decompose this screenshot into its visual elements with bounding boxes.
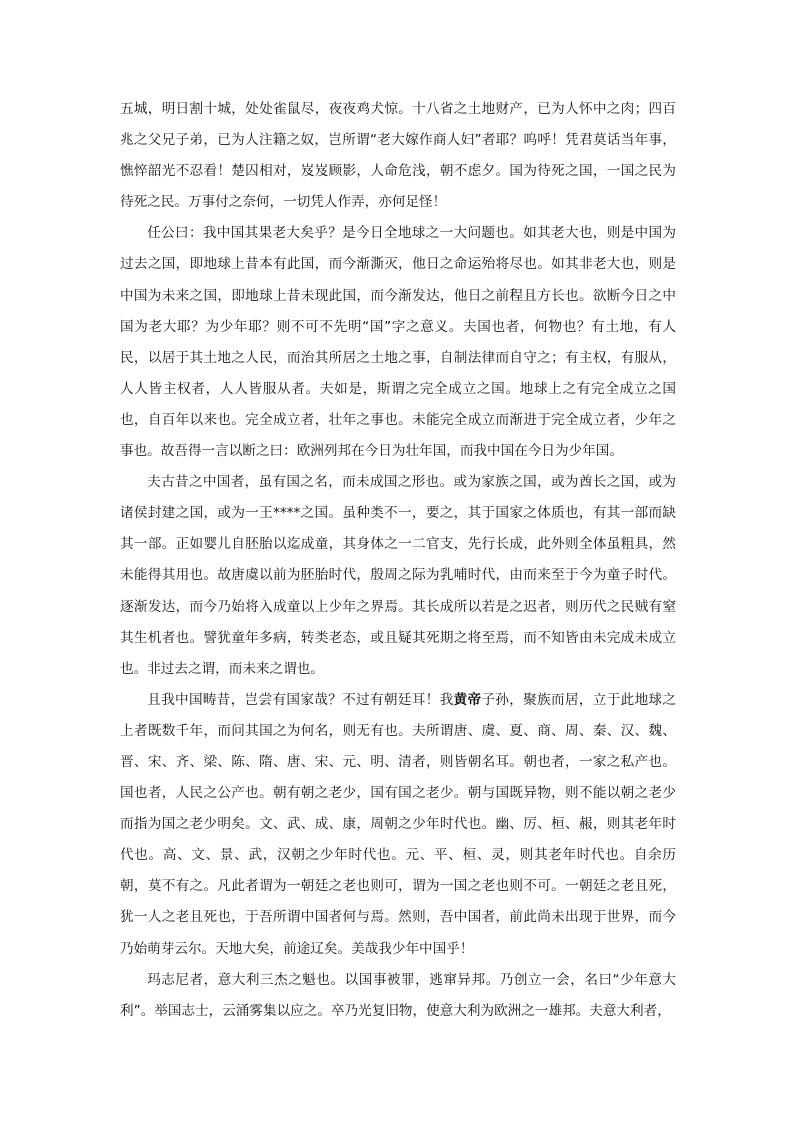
paragraph-2 — [120, 218, 676, 467]
paragraph-1-text: 五城，明日割十城，处处雀鼠尽，夜夜鸡犬惊。十八省之土地财产，已为人怀中之肉；四百兆之父兄子弟，已为人注籍之奴，岂所谓“老大嫁作商人妇”者耶？呜呼！凭君莫话当年事，憔悴韶光不忍看！楚囚相对，岌岌顾影，人命危浅，朝不虑夕。国为待死之国，一国之民为待死之民。万事付之奈何，一切凭人作弄，亦何足怪！ — [120, 101, 676, 211]
paragraph-4-text-a: 且我中国畴昔，岂尝有国家哉？不过有朝廷耳！我 — [147, 691, 454, 708]
paragraph-4-bold-huangdi: 黄帝 — [453, 691, 482, 708]
paragraph-2-text: 任公曰：我中国其果老大矣乎？是今日全地球之一大问题也。如其老大也，则是中国为过去之国，即地球上昔本有此国，而今渐澌灭，他日之命运殆将尽也。如其非老大也，则是中国为未来之国，即地球上昔未现此国，而今渐发达，他日之前程且方长也。欲断今日之中国为老大耶？为少年耶？则不可不先明“国”字之意义。夫国也者，何物也？有土地，有人民，以居于其土地之人民，而治其所居之土地之事，自制法律而自守之；有主权，有服从，人人皆主权者，人人皆服从者。夫如是，斯谓之完全成立之国。地球上之有完全成立之国也，自百年以来也。完全成立者，壮年之事也。未能完全成立而渐进于完全成立者，少年之事也。故吾得一言以断之曰：欧洲列邦在今日为壮年国，而我中国在今日为少年国。 — [120, 225, 676, 460]
paragraph-3-text: 夫古昔之中国者，虽有国之名，而未成国之形也。或为家族之国，或为酋长之国，或为诸侯封建之国，或为一王****之国。虽种类不一，要之，其于国家之体质也，有其一部而缺其一部。正如婴儿自胚胎以迄成童，其身体之一二官支，先行长成，此外则全体虽粗具，然未能得其用也。故唐虞以前为胚胎时代，殷周之际为乳哺时代，由而来至于今为童子时代。逐渐发达，而今乃始将入成童以上少年之界焉。其长成所以若是之迟者，则历代之民贼有窒其生机者也。譬犹童年多病，转类老态，或且疑其死期之将至焉，而不知皆由未完成未成立也。非过去之谓，而未来之谓也。 — [120, 474, 676, 677]
paragraph-4 — [120, 685, 676, 965]
paragraph-3 — [120, 467, 676, 685]
paragraph-5 — [120, 965, 676, 1027]
document-page — [120, 94, 676, 1027]
paragraph-5-text: 玛志尼者，意大利三杰之魁也。以国事被罪，逃窜异邦。乃创立一会，名曰“少年意大利”。举国志士，云涌雾集以应之。卒乃光复旧物，使意大利为欧洲之一雄邦。夫意大利者， — [120, 971, 676, 1019]
paragraph-1 — [120, 94, 676, 218]
paragraph-4-text-b: 子孙，聚族而居，立于此地球之上者既数千年，而问其国之为何名，则无有也。夫所谓唐、虞、夏、商、周、秦、汉、魏、晋、宋、齐、梁、陈、隋、唐、宋、元、明、清者，则皆朝名耳。朝也者，一家之私产也。国也者，人民之公产也。朝有朝之老少，国有国之老少。朝与国既异物，则不能以朝之老少而指为国之老少明矣。文、武、成、康，周朝之少年时代也。幽、厉、桓、赧，则其老年时代也。高、文、景、武，汉朝之少年时代也。元、平、桓、灵，则其老年时代也。自余历朝，莫不有之。凡此者谓为一朝廷之老也则可，谓为一国之老也则不可。一朝廷之老且死，犹一人之老且死也，于吾所谓中国者何与焉。然则，吾中国者，前此尚未出现于世界，而今乃始萌芽云尔。天地大矣，前途辽矣。美哉我少年中国乎！ — [120, 691, 677, 957]
